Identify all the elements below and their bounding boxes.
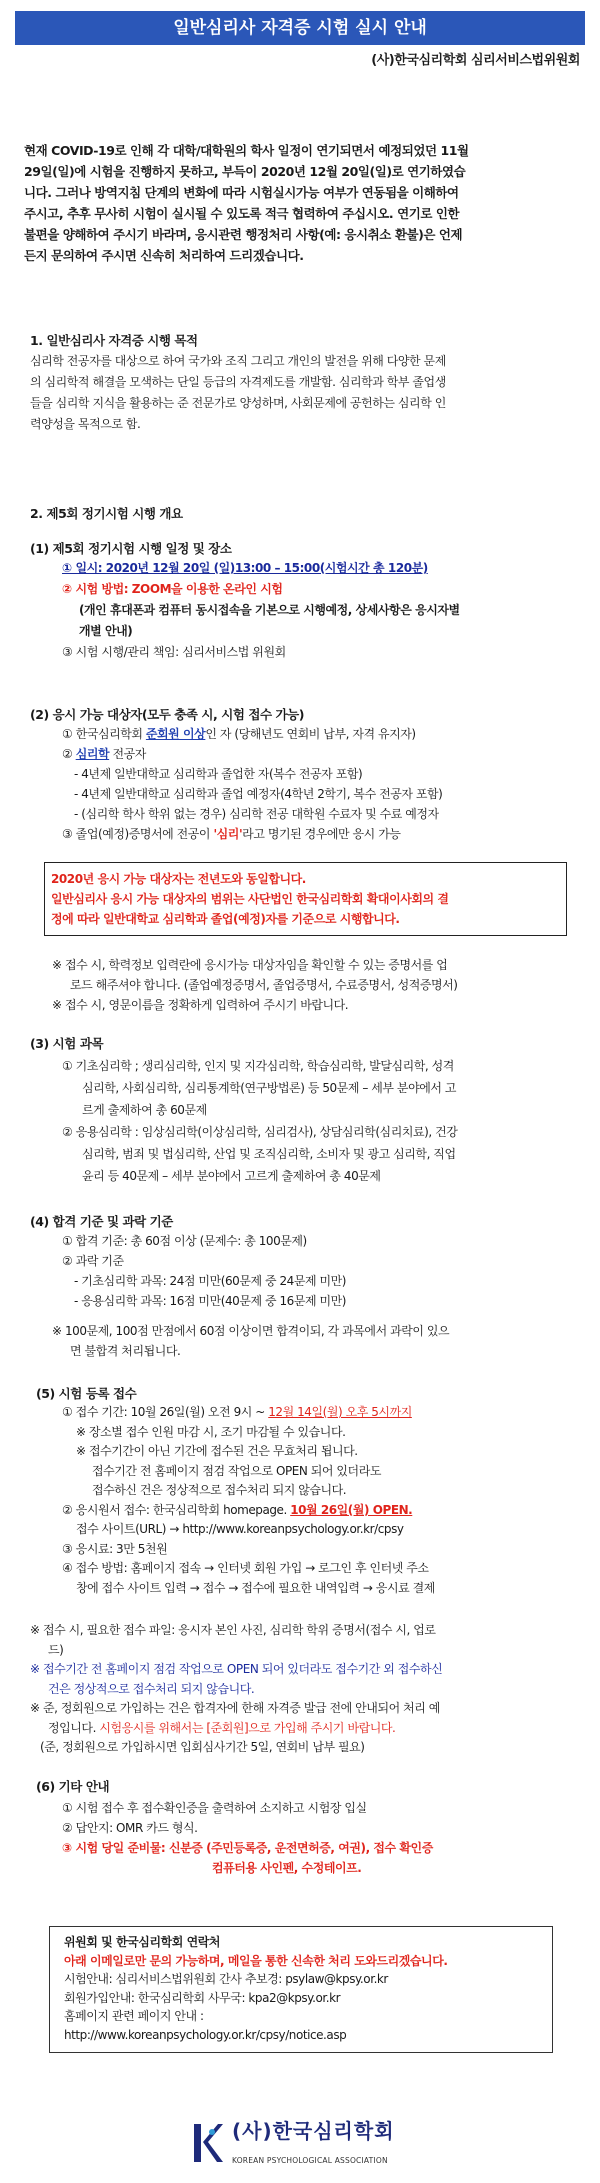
contact-line: 시험안내: 심리서비스법위원회 간사 추보경: psylaw@kpsy.or.kr (64, 1972, 388, 1986)
exam-method-note: 개별 안내) (79, 624, 133, 638)
registration-period: ① 접수 기간: 10월 26일(월) 오전 9시 ~ 12월 14일(월) 오후 5시까지 (62, 1405, 412, 1419)
eligibility-detail: - 4년제 일반대학교 심리학과 졸업한 자(복수 전공자 포함) (74, 767, 363, 781)
intro-line: 현재 COVID-19로 인해 각 대학/대학원의 학사 일정이 연기되면서 예정되었던 11월 (24, 143, 469, 158)
application-method: ④ 접수 방법: 홈페이지 접속 → 인터넷 회원 가입 → 로그인 후 인터넷 주소 (62, 1561, 429, 1575)
contact-box (49, 1926, 553, 2053)
subject-line: 윤리 등 40문제 – 세부 분야에서 고르게 출제하여 총 40문제 (82, 1169, 381, 1183)
subsection-heading: (6) 기타 안내 (36, 1779, 110, 1794)
intro-line: 29일(일)에 시험을 진행하지 못하고, 부득이 2020년 12월 20일(일)로 연기하였습 (24, 164, 466, 179)
subject-line: ① 기초심리학 ; 생리심리학, 인지 및 지각심리학, 학습심리학, 발달심리학, 성격 (62, 1059, 454, 1073)
contact-email-only: 아래 이메일로만 문의 가능하며, 메일을 통한 신속한 처리 도와드리겠습니다. (64, 1953, 448, 1968)
contact-url[interactable]: http://www.koreanpsychology.or.kr/cpsy/notice.asp (64, 2027, 347, 2042)
eligibility-item: ② 심리학 전공자 (62, 747, 146, 761)
organization-name: (사)한국심리학회 심리서비스법위원회 (371, 53, 580, 68)
subject-line: 르게 출제하여 총 60문제 (82, 1103, 207, 1117)
psychology-highlight: 심리학 (75, 747, 110, 761)
footer-logo (190, 2120, 430, 2172)
subsection-other (36, 1778, 582, 1878)
exam-management: ③ 시험 시행/관리 책임: 심리서비스법 위원회 (62, 645, 286, 659)
criteria-line: - 응용심리학 과목: 16점 미만(40문제 중 16문제 미만) (74, 1294, 347, 1308)
criteria-line: ② 과락 기준 (62, 1254, 124, 1268)
note-line: ※ 준, 정회원으로 가입하는 건은 합격자에 한해 자격증 발급 전에 안내되어 처리 예 (30, 1701, 440, 1715)
subsection-heading: (2) 응시 가능 대상자(모두 충족 시, 시험 접수 가능) (30, 707, 305, 722)
subsection-heading: (3) 시험 과목 (30, 1036, 104, 1051)
subsection-heading: (4) 합격 기준 및 과락 기준 (30, 1214, 173, 1229)
exam-method: ② 시험 방법: ZOOM을 이용한 온라인 시험 (62, 582, 283, 596)
purpose-line: 심리학 전공자를 대상으로 하여 국가와 조직 그리고 개인의 발전을 위해 다양한 문제 (30, 354, 446, 368)
note-line: (준, 정회원으로 가입하시면 입회심사기간 5일, 연회비 납부 필요) (40, 1740, 365, 1754)
note-line: 정입니다. 시험응시를 위해서는 [준회원]으로 가입해 주시기 바랍니다. (48, 1720, 396, 1735)
note-line: 건은 정상적으로 접수처리 되지 않습니다. (48, 1681, 255, 1696)
other-line: 컴퓨터용 사인펜, 수정테이프. (212, 1861, 362, 1875)
association-logo-icon (190, 2120, 224, 2170)
association-name: (사)한국심리학회 (232, 2119, 395, 2143)
section-heading: 2. 제5회 정기시험 시행 개요 (30, 506, 183, 521)
notice-line: 정에 따라 일반대학교 심리학과 졸업(예정)자를 기준으로 시행합니다. (51, 912, 400, 926)
purpose-line: 들을 심리학 지식을 활용하는 준 전문가로 양성하며, 사회문제에 공헌하는 심리학 인 (30, 396, 446, 410)
criteria-note: ※ 100문제, 100점 만점에서 60점 이상이면 합격이되, 각 과목에서 과락이 있으 (52, 1324, 450, 1338)
purpose-line: 력양성을 목적으로 함. (30, 417, 141, 431)
subject-line: 심리학, 사회심리학, 심리통계학(연구방법론) 등 50문제 – 세부 분야에서 고 (82, 1081, 457, 1095)
eligibility-notes (52, 955, 580, 1015)
criteria-line: ① 합격 기준: 총 60점 이상 (문제수: 총 100문제) (62, 1234, 307, 1248)
subsection-registration (36, 1385, 582, 1598)
notice-line: 2020년 응시 가능 대상자는 전년도와 동일합니다. (51, 872, 306, 886)
subsection-subjects (30, 1035, 580, 1187)
criteria-line: - 기초심리학 과목: 24점 미만(60문제 중 24문제 미만) (74, 1274, 347, 1288)
subject-line: 심리학, 범죄 및 법심리학, 산업 및 조직심리학, 소비자 및 광고 심리학, 직업 (82, 1147, 456, 1161)
application-site: ② 응시원서 접수: 한국심리학회 homepage. 10월 26일(월) OPEN. (62, 1502, 413, 1517)
associate-member-highlight: 준회원 이상 (145, 727, 206, 741)
other-line: ③ 시험 당일 준비물: 신분증 (주민등록증, 운전면허증, 여권), 접수 확인증 (62, 1841, 433, 1855)
other-line: ② 답안지: OMR 카드 형식. (62, 1821, 198, 1835)
subsection-eligibility (30, 706, 580, 844)
note-line: ※ 접수 시, 영문이름을 정확하게 입력하여 주시기 바랍니다. (52, 998, 349, 1012)
intro-line: 든지 문의하여 주시면 신속히 처리하여 드리겠습니다. (24, 248, 304, 263)
eligibility-notice-box (44, 862, 567, 936)
note-line: ※ 접수 시, 필요한 접수 파일: 응시자 본인 사진, 심리학 학위 증명서(접수 시, 업로 (30, 1623, 436, 1637)
subsection-heading: (5) 시험 등록 접수 (36, 1386, 137, 1401)
note-line: 로드 해주셔야 합니다. (졸업예정증명서, 졸업증명서, 수료증명서, 성적증명서) (70, 978, 458, 992)
intro-line: 니다. 그러나 방역지침 단계의 변화에 따라 시험실시가능 여부가 연동됨을 이해하여 (24, 185, 459, 200)
registration-note: ※ 접수기간이 아닌 기간에 접수된 건은 무효처리 됩니다. (76, 1444, 358, 1458)
other-line: ① 시험 접수 후 접수확인증을 출력하여 소지하고 시험장 입실 (62, 1801, 367, 1815)
intro-line: 불편을 양해하여 주시기 바라며, 응시관련 행정처리 사항(예: 응시취소 환불)은 언제 (24, 227, 463, 242)
subsection-heading: (1) 제5회 정기시험 시행 일정 및 장소 (30, 541, 232, 556)
contact-heading: 위원회 및 한국심리학회 연락처 (64, 1935, 221, 1949)
exam-date: ① 일시: 2020년 12월 20일 (일)13:00 – 15:00(시험시간 총 120분) (62, 561, 428, 575)
notice-line: 일반심리사 응시 가능 대상자의 범위는 사단법인 한국심리학회 확대이사회의 결 (51, 892, 449, 906)
page-title: 일반심리사 자격증 시험 실시 안내 (15, 11, 585, 45)
application-method: 창에 접수 사이트 입력 → 접수 → 접수에 필요한 내역입력 → 응시료 결제 (76, 1580, 435, 1595)
intro-paragraph (24, 140, 578, 266)
intro-line: 주시고, 추후 무사히 시험이 실시될 수 있도록 적극 협력하여 주십시오. 연기로 인한 (24, 206, 460, 221)
eligibility-item: ③ 졸업(예정)증명서에 전공이 '심리'라고 명기된 경우에만 응시 가능 (62, 827, 401, 841)
registration-note: 접수기간 전 홈페이지 점검 작업으로 OPEN 되어 있더라도 (92, 1463, 381, 1478)
application-fee: ③ 응시료: 3만 5천원 (62, 1541, 168, 1556)
section-heading: 1. 일반심리사 자격증 시행 목적 (30, 333, 198, 348)
subsection-schedule (30, 540, 580, 663)
eligibility-item: ① 한국심리학회 준회원 이상인 자 (당해년도 연회비 납부, 자격 유지자) (62, 727, 416, 741)
registration-note: ※ 장소별 접수 인원 마감 시, 조기 마감될 수 있습니다. (76, 1424, 346, 1439)
contact-line: 회원가입안내: 한국심리학회 사무국: kpa2@kpsy.or.kr (64, 1990, 341, 2005)
registration-notes (30, 1621, 584, 1758)
eligibility-detail: - (심리학 학사 학위 없는 경우) 심리학 전공 대학원 수료자 및 수료 예정자 (74, 807, 439, 821)
subject-line: ② 응용심리학 : 임상심리학(이상심리학, 심리검사), 상담심리학(심리치료), 건강 (62, 1125, 458, 1139)
criteria-note: 면 불합격 처리됩니다. (70, 1344, 181, 1358)
note-line: 드) (48, 1642, 64, 1657)
application-url[interactable]: 접수 사이트(URL) → http://www.koreanpsychology.or.kr/cpsy (76, 1522, 404, 1536)
eligibility-detail: - 4년제 일반대학교 심리학과 졸업 예정자(4학년 2학기, 복수 전공자 포함) (74, 787, 443, 801)
association-name-english: KOREAN PSYCHOLOGICAL ASSOCIATION (232, 2156, 388, 2165)
note-line: ※ 접수 시, 학력정보 입력란에 응시가능 대상자임을 확인할 수 있는 증명서를 업 (52, 958, 448, 972)
registration-note: 접수하신 건은 정상적으로 접수처리 되지 않습니다. (92, 1483, 347, 1497)
purpose-line: 의 심리학적 해결을 모색하는 단일 등급의 자격제도를 개발함. 심리학과 학부 졸업생 (30, 375, 446, 389)
exam-method-note: (개인 휴대폰과 컴퓨터 동시접속을 기본으로 시행예정, 상세사항은 응시자별 (79, 603, 460, 617)
subsection-pass-criteria (30, 1213, 580, 1361)
section-purpose (30, 332, 576, 435)
contact-line: 홈페이지 관련 페이지 안내 : (64, 2009, 204, 2023)
note-line: ※ 접수기간 전 홈페이지 점검 작업으로 OPEN 되어 있더라도 접수기간 외 접수하신 (30, 1662, 443, 1676)
